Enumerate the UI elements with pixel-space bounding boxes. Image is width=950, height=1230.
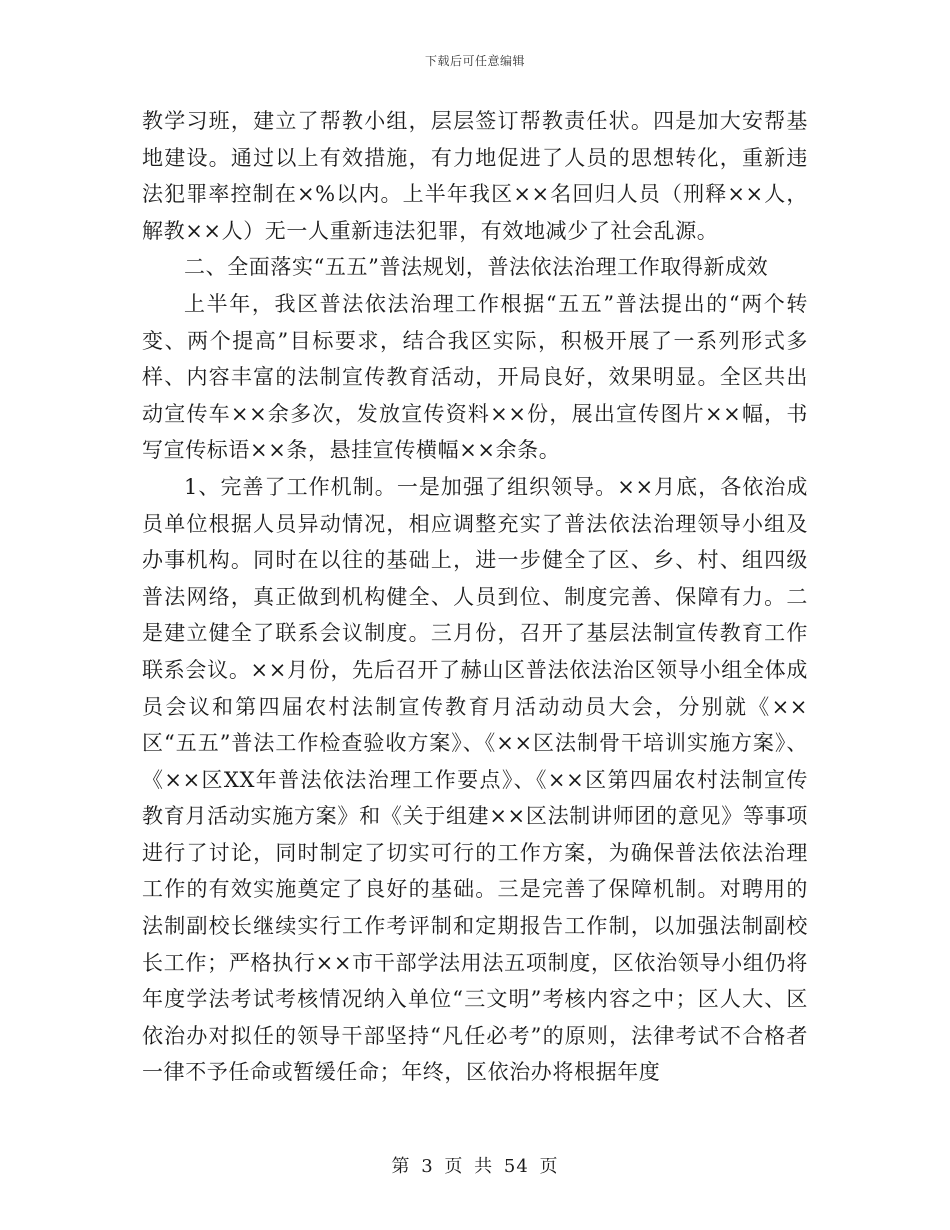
- section-heading: 二、全面落实“五五”普法规划，普法依法治理工作取得新成效: [184, 255, 769, 280]
- footer-total-pages: 54: [503, 1156, 529, 1177]
- footer-total-label: 共: [474, 1156, 494, 1177]
- paragraph-work-mechanism: 1、完善了工作机制。一是加强了组织领导。××月底，各依治成员单位根据人员异动情况，相应调整充实了普法依法治理领导小组及办事机构。同时在以往的基础上，进一步健全了区、乡、村、组四级普法网络，真正做到机构健全、人员到位、制度完善、保障有力。二是建立健全了联系会议制度。三月份，召开了基层法制宣传教育工作联系会议。××月份，先后召开了赫山区普法依法治区领导小组全体成员会议和第四届农村法制宣传教育月活动动员大会，分别就《××区“五五”普法工作检查验收方案》、《××区法制骨干培训实施方案》、《××区XX年普法依法治理工作要点》、《××区第四届农村法制宣传教育月活动实施方案》和《关于组建××区法制讲师团的意见》等事项进行了讨论，同时制定了切实可行的工作方案，为确保普法依法治理工作的有效实施奠定了良好的基础。三是完善了保障机制。对聘用的法制副校长继续实行工作考评制和定期报告工作制，以加强法制副校长工作；严格执行××市干部学法用法五项制度，区依治领导小组仍将年度学法考试考核情况纳入单位“三文明”考核内容之中；区人大、区依治办对拟任的领导干部坚持“凡任必考”的原则，法律考试不合格者一律不予任命或暂缓任命；年终，区依治办将根据年度: [142, 474, 808, 1085]
- footer-page-label: 页: [444, 1156, 464, 1177]
- page-header-note: 下载后可任意编辑: [424, 54, 525, 68]
- paragraph-overview: 上半年，我区普法依法治理工作根据“五五”普法提出的“两个转变、两个提高”目标要求，结合我区实际，积极开展了一系列形式多样、内容丰富的法制宣传教育活动，开局良好，效果明显。全区共出动宣传车××余多次，发放宣传资料××份，展出宣传图片××幅，书写宣传标语××条，悬挂宣传横幅××余条。: [142, 291, 808, 463]
- footer-suffix: 页: [539, 1156, 559, 1177]
- document-body: [142, 103, 808, 1091]
- paragraph-continuation: 教学习班，建立了帮教小组，层层签订帮教责任状。四是加大安帮基地建设。通过以上有效措施，有力地促进了人员的思想转化，重新违法犯罪率控制在×%以内。上半年我区××名回归人员（刑释××人，解教××人）无一人重新违法犯罪，有效地减少了社会乱源。: [142, 109, 808, 243]
- page-footer: [0, 1152, 950, 1178]
- footer-page-number: 3: [421, 1156, 434, 1177]
- footer-prefix: 第: [391, 1156, 411, 1177]
